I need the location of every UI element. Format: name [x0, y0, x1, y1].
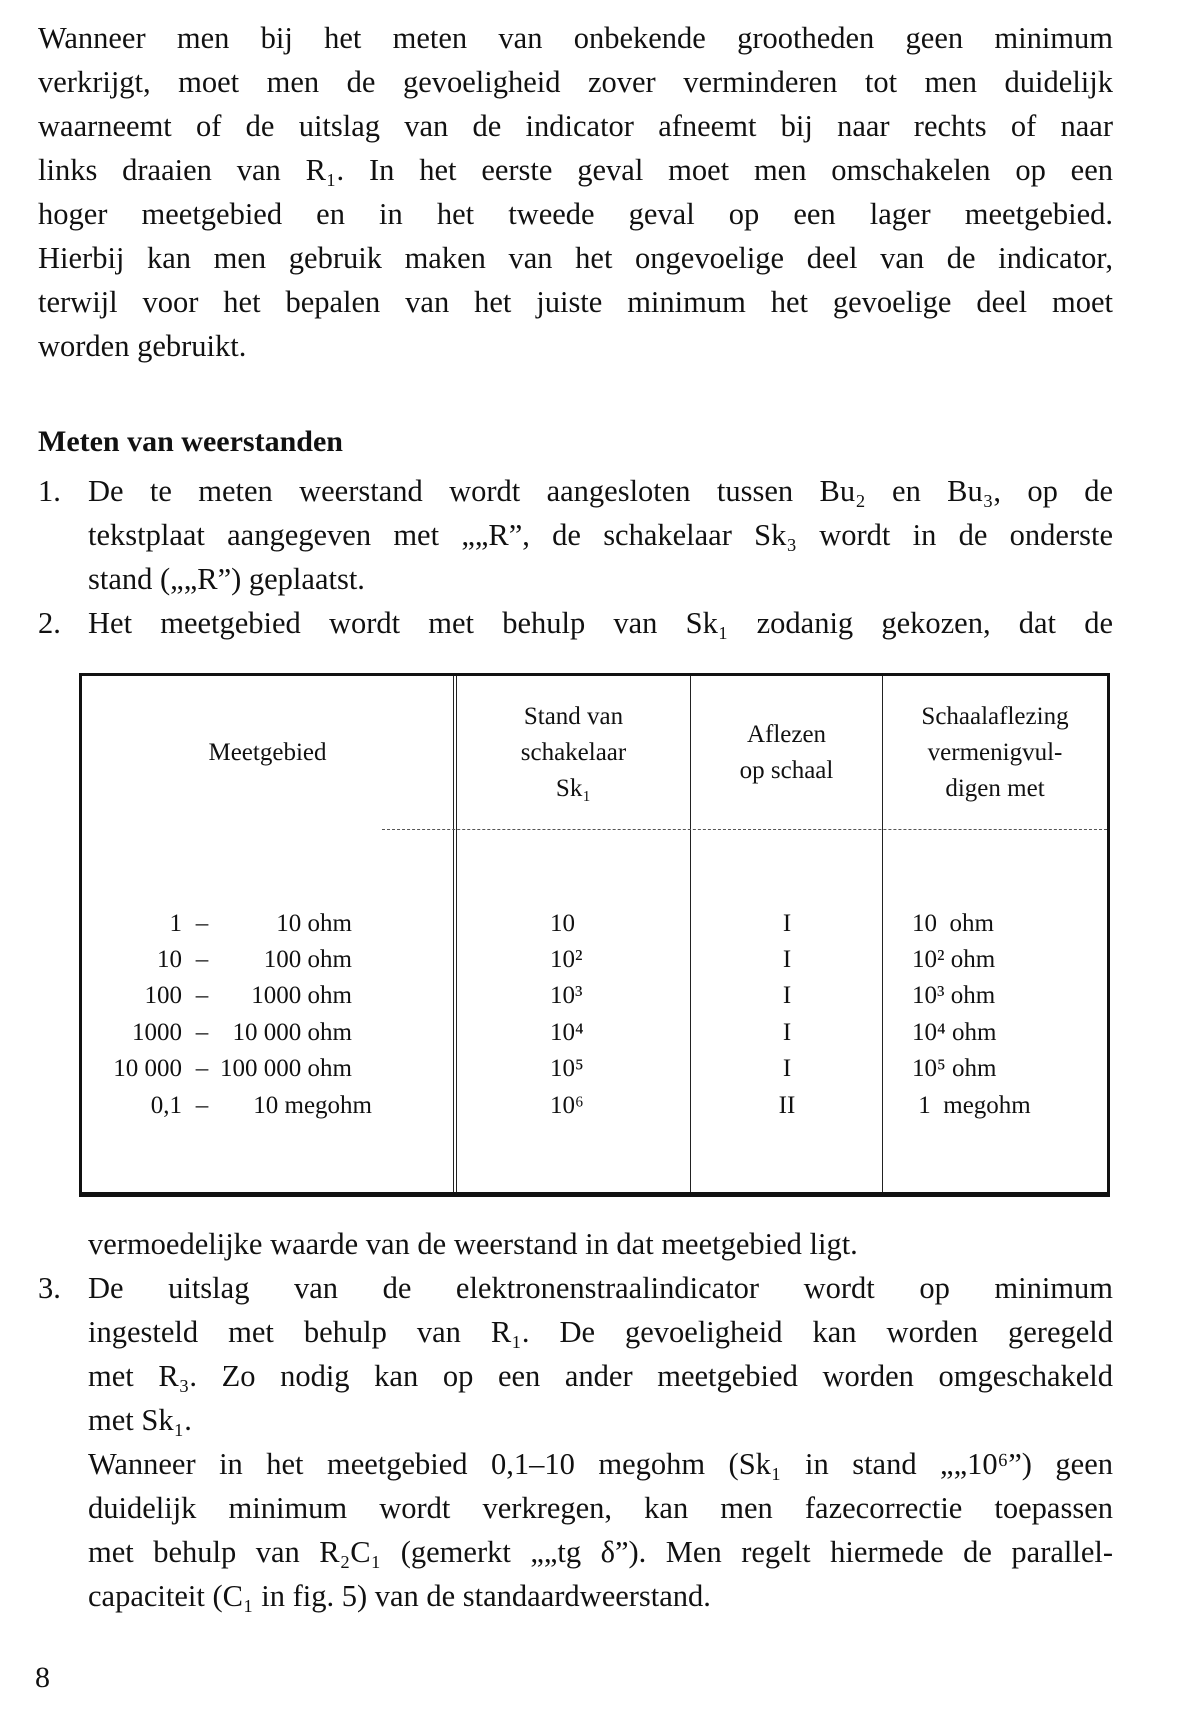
text-line: terwijl voor het bepalen van het juiste minimum het gevoelige deel moet	[38, 285, 1113, 319]
text-line: Het meetgebied wordt met behulp van Sk₁ zodanig gekozen, dat de	[88, 606, 1113, 640]
cell-scale: I	[782, 1055, 792, 1082]
cell-range-high: 100 000 ohm	[220, 1055, 352, 1082]
cell-switch: 10	[550, 910, 575, 937]
cell-range-low: 10	[157, 946, 182, 973]
cell-scale: I	[782, 1019, 792, 1046]
cell-switch: 10³	[550, 982, 583, 1009]
header-text: digen met	[945, 774, 1045, 802]
text-line: vermoedelijke waarde van de weerstand in dat meetgebied ligt.	[88, 1227, 858, 1261]
page-number: 8	[35, 1661, 50, 1694]
cell-scale: I	[782, 910, 792, 937]
text-line: waarneemt of de uitslag van de indicator afneemt bij naar rechts of naar	[38, 109, 1113, 143]
text-line: met R₃. Zo nodig kan op een ander meetgebied worden omgeschakeld	[88, 1359, 1113, 1393]
text-line: ingesteld met behulp van R₁. De gevoeligheid kan worden geregeld	[88, 1315, 1113, 1349]
cell-range-high: 10 ohm	[276, 910, 352, 937]
section-heading: Meten van weerstanden	[38, 425, 343, 458]
cell-multiplier: 10 ohm	[912, 910, 994, 937]
list-number: 3.	[38, 1271, 61, 1305]
cell-switch: 10⁴	[550, 1019, 584, 1046]
cell-range-low: 10 000	[113, 1055, 182, 1082]
cell-multiplier: 10⁴ ohm	[912, 1019, 997, 1046]
text-line: duidelijk minimum wordt verkregen, kan men fazecorrectie toepassen	[88, 1491, 1113, 1525]
header-divider	[382, 829, 1107, 830]
cell-range-dash: –	[195, 982, 209, 1009]
cell-range-dash: –	[195, 1055, 209, 1082]
cell-scale: II	[778, 1092, 796, 1119]
list-number: 2.	[38, 606, 61, 640]
header-scale-reading	[691, 676, 882, 829]
text-line: Wanneer in het meetgebied 0,1–10 megohm (Sk₁ in stand „„10⁶”) geen	[88, 1447, 1113, 1481]
header-text: Meetgebied	[208, 738, 327, 766]
cell-multiplier: 10⁵ ohm	[912, 1055, 997, 1082]
text-line: De uitslag van de elektronenstraalindicator wordt op minimum	[88, 1271, 1113, 1305]
text-line: met behulp van R₂C₁ (gemerkt „„tg δ”). Men regelt hiermede de parallel-	[88, 1535, 1113, 1569]
cell-range-low: 1	[169, 910, 182, 937]
cell-range-high: 10 000 ohm	[232, 1019, 352, 1046]
cell-range-high: 1000 ohm	[251, 982, 352, 1009]
cell-range-dash: –	[195, 1019, 209, 1046]
cell-range-high: 10 megohm	[253, 1092, 372, 1119]
header-text: Sk₁	[555, 774, 592, 802]
list-body	[88, 1222, 1113, 1266]
cell-multiplier: 10³ ohm	[912, 982, 996, 1009]
cell-scale: I	[782, 982, 792, 1009]
cell-switch: 10⁶	[550, 1092, 584, 1119]
measurement-range-table	[79, 673, 1110, 1197]
cell-range-dash: –	[195, 946, 209, 973]
text-line: De te meten weerstand wordt aangesloten tussen Bu₂ en Bu₃, op de	[88, 474, 1113, 508]
header-text: Schaalaflezing	[921, 702, 1069, 730]
text-line: verkrijgt, moet men de gevoeligheid zover verminderen tot men duidelijk	[38, 65, 1113, 99]
text-line: capaciteit (C₁ in fig. 5) van de standaardweerstand.	[88, 1579, 711, 1613]
text-line: Wanneer men bij het meten van onbekende grootheden geen minimum	[38, 21, 1113, 55]
cell-range-high: 100 ohm	[263, 946, 352, 973]
header-switch-position	[457, 676, 690, 829]
header-text: op schaal	[739, 756, 834, 784]
list-body	[88, 601, 1113, 645]
intro-paragraph	[38, 16, 1113, 368]
cell-multiplier: 10² ohm	[912, 946, 996, 973]
header-text: schakelaar	[520, 738, 627, 766]
cell-switch: 10⁵	[550, 1055, 584, 1082]
cell-range-dash: –	[195, 1092, 209, 1119]
cell-switch: 10²	[550, 946, 583, 973]
cell-multiplier: 1 megohm	[912, 1092, 1031, 1119]
header-multiplier	[883, 676, 1107, 829]
list-number: 1.	[38, 474, 61, 508]
cell-scale: I	[782, 946, 792, 973]
text-line: met Sk₁.	[88, 1403, 192, 1437]
header-text: Aflezen	[746, 720, 827, 748]
cell-range-low: 0,1	[150, 1092, 182, 1119]
header-text: vermenigvul-	[927, 738, 1063, 766]
list-body	[88, 1266, 1113, 1618]
cell-range-dash: –	[195, 910, 209, 937]
text-line: Hierbij kan men gebruik maken van het ongevoelige deel van de indicator,	[38, 241, 1113, 275]
text-line: tekstplaat aangegeven met „„R”, de schakelaar Sk₃ wordt in de onderste	[88, 518, 1113, 552]
text-line: links draaien van R₁. In het eerste geval moet men omschakelen op een	[38, 153, 1113, 187]
list-body	[88, 469, 1113, 601]
header-text: Stand van	[523, 702, 624, 730]
cell-range-low: 100	[144, 982, 182, 1009]
cell-range-low: 1000	[132, 1019, 182, 1046]
header-meetgebied	[82, 676, 453, 829]
text-line: worden gebruikt.	[38, 329, 247, 363]
text-line: stand („„R”) geplaatst.	[88, 562, 365, 596]
text-line: hoger meetgebied en in het tweede geval op een lager meetgebied.	[38, 197, 1113, 231]
